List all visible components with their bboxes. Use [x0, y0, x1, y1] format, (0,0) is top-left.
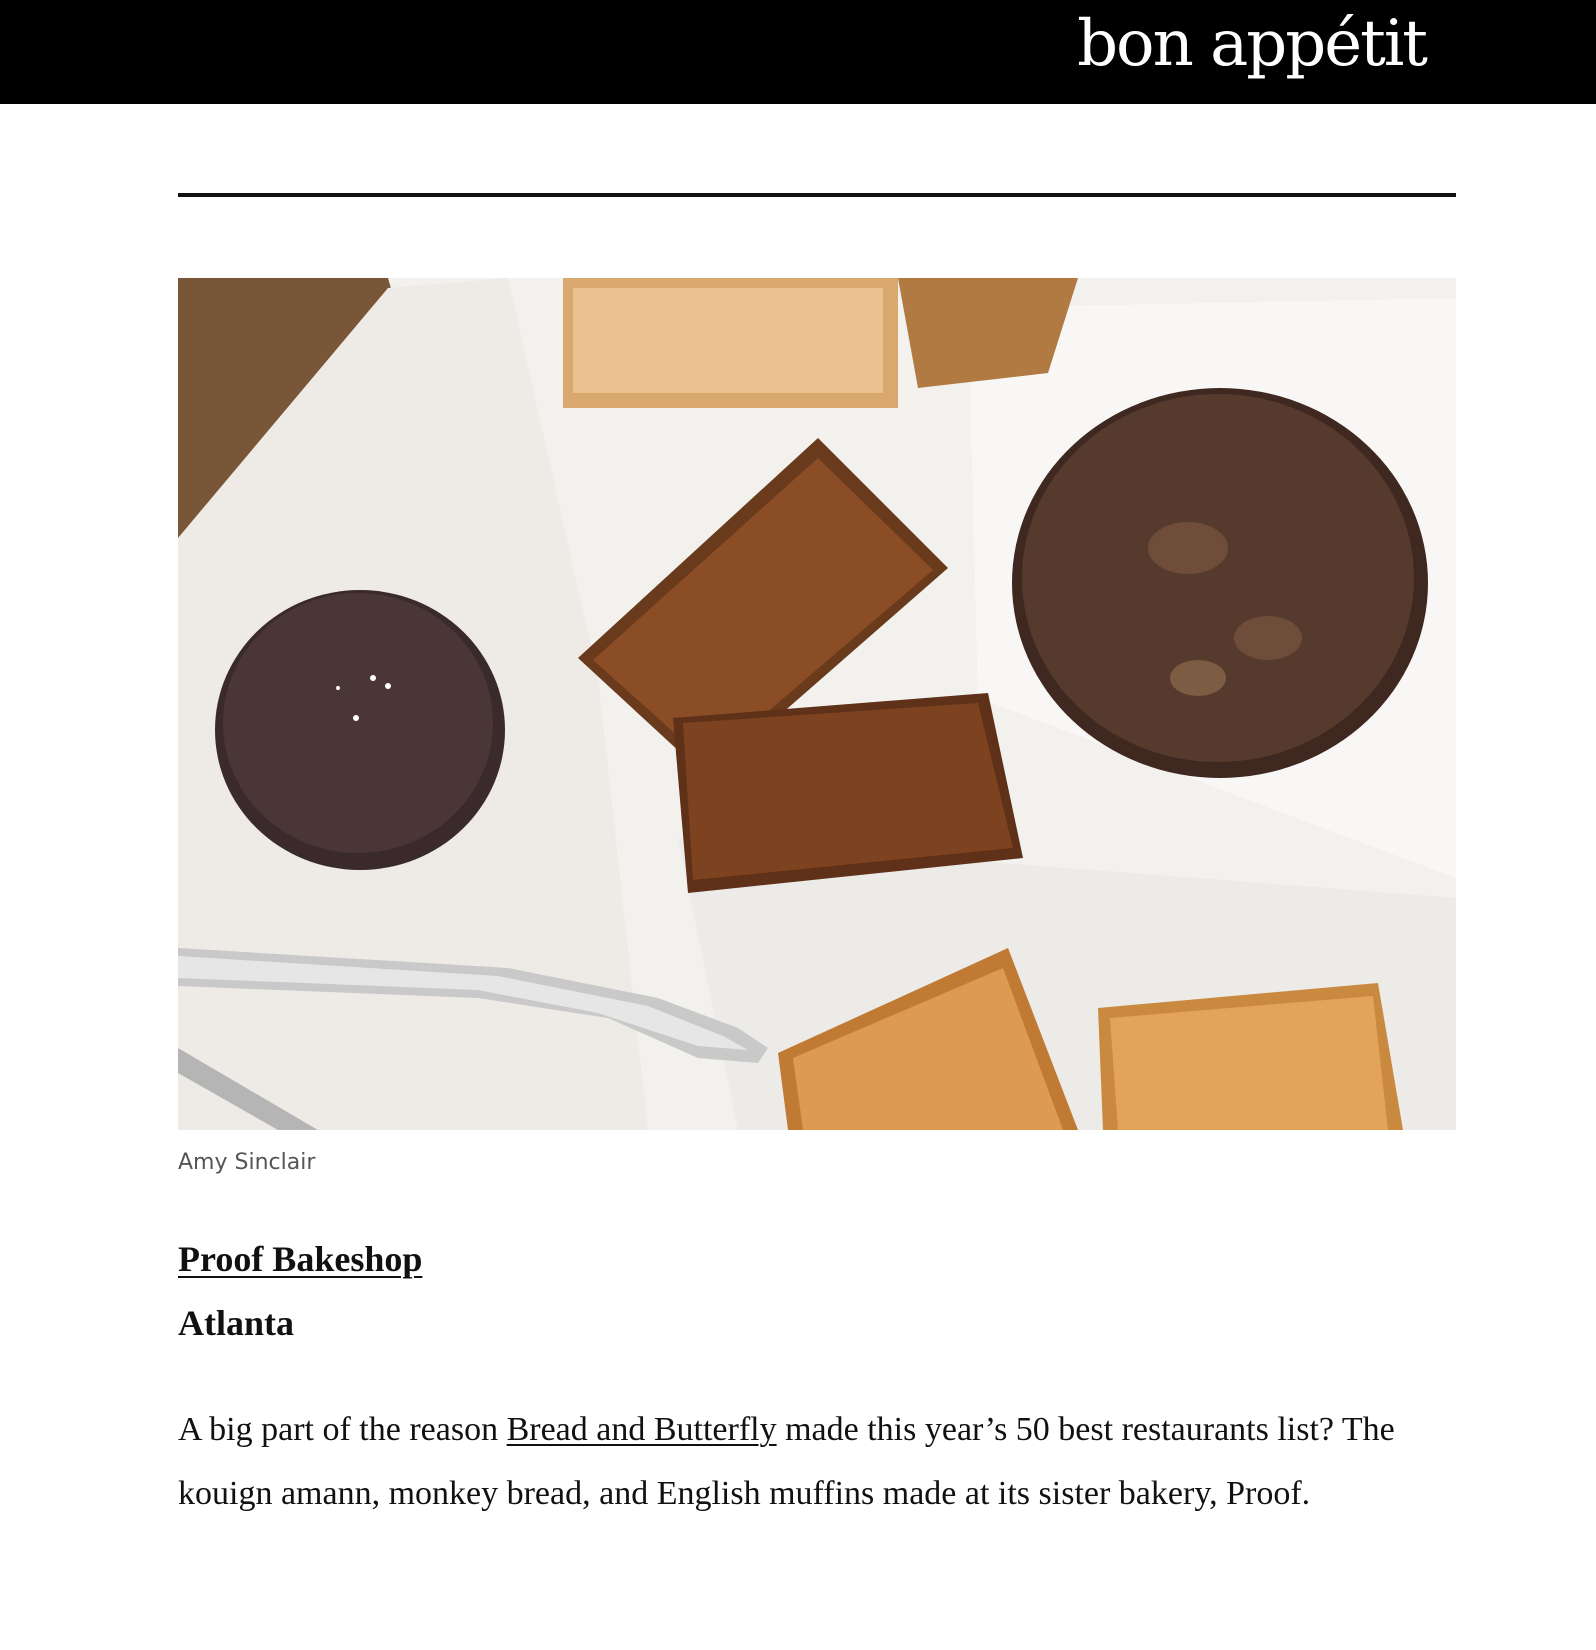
site-header: [0, 0, 1596, 104]
venue-name-link[interactable]: Proof Bakeshop: [178, 1239, 423, 1279]
venue-city: Atlanta: [178, 1303, 294, 1343]
paragraph-text-after-link: made this year’s 50 best restaurants list? The kouign amann, monkey bread, and English muffins made at its sister bakery, Proof.: [178, 1411, 1395, 1512]
bakery-photo-illustration: [178, 278, 1456, 1130]
site-logo[interactable]: bon appétit: [1077, 7, 1426, 81]
section-divider: [178, 193, 1456, 197]
photo-credit: Amy Sinclair: [178, 1150, 316, 1175]
paragraph-text-before-link: A big part of the reason: [178, 1411, 507, 1448]
restaurant-link[interactable]: Bread and Butterfly: [506, 1411, 777, 1448]
article-paragraph: [178, 1398, 1468, 1526]
hero-photo: [178, 278, 1456, 1130]
